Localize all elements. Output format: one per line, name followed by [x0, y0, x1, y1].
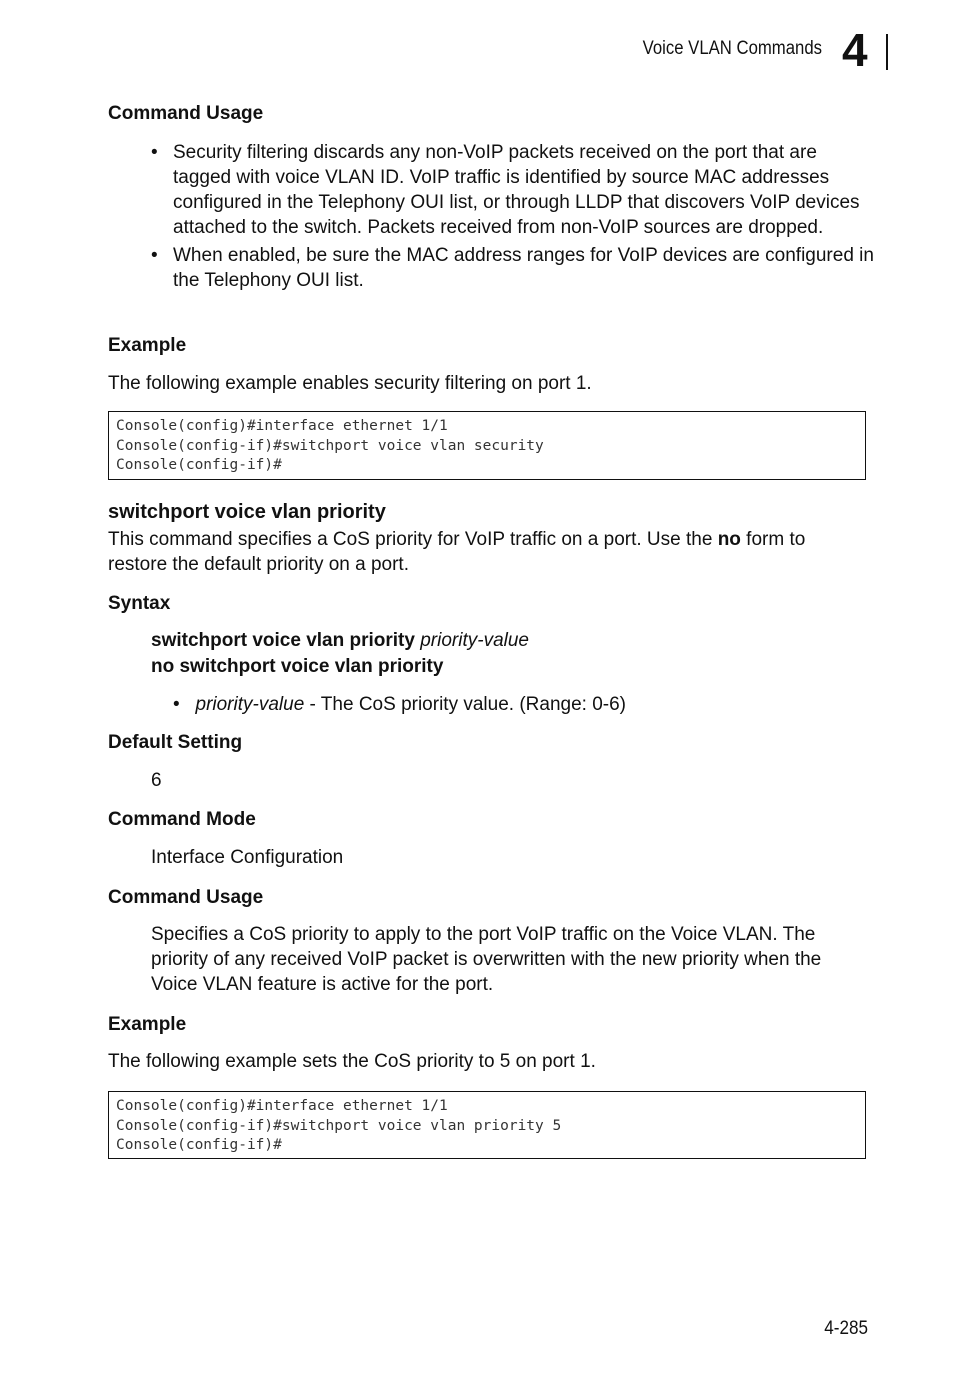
code-block: [108, 411, 866, 480]
command-usage-text: Specifies a CoS priority to apply to the port VoIP traffic on the Voice VLAN. The priority of any received VoIP packet is overwritten with the new priority when the Voice VLAN feature is active for the port.: [151, 924, 822, 995]
command-description: This command specifies a CoS priority for VoIP traffic on a port. Use the no form to restore the default priority on a port.: [108, 529, 806, 575]
example-heading: Example: [108, 335, 187, 356]
command-usage-heading-2: Command Usage: [108, 887, 264, 908]
chapter-divider: [886, 34, 888, 70]
code-line: Console(config-if)#switchport voice vlan security: [116, 437, 544, 454]
example-description-2: The following example sets the CoS priority to 5 on port 1.: [108, 1051, 596, 1072]
default-setting-value: 6: [151, 770, 162, 791]
command-title: switchport voice vlan priority: [108, 501, 386, 523]
command-usage-list: [151, 140, 876, 296]
running-header-title: Voice VLAN Commands: [642, 38, 822, 59]
syntax-heading: Syntax: [108, 593, 171, 614]
code-line: Console(config-if)#: [116, 1137, 282, 1153]
list-item: • When enabled, be sure the MAC address ranges for VoIP devices are configured in the Telephony OUI list.: [151, 245, 874, 291]
example-description: The following example enables security filtering on port 1.: [108, 373, 592, 394]
page-number: 4-285: [824, 1318, 868, 1339]
example-heading-2: Example: [108, 1014, 187, 1035]
parameter-item: • priority-value - The CoS priority value. (Range: 0-6): [173, 694, 626, 715]
command-usage-heading: Command Usage: [108, 103, 264, 124]
code-line: Console(config)#interface ethernet 1/1: [116, 418, 448, 434]
syntax-line: switchport voice vlan priority priority-value: [151, 630, 529, 651]
chapter-number: 4: [842, 24, 868, 76]
code-line: Console(config)#interface ethernet 1/1: [116, 1098, 448, 1114]
bullet-icon: •: [151, 142, 158, 163]
bullet-icon: •: [151, 245, 158, 266]
bullet-icon: •: [173, 694, 180, 715]
list-item: • Security filtering discards any non-VoIP packets received on the port that are tagged with voice VLAN ID. VoIP traffic is identified by source MAC addresses configured in the Telephony OUI list, or through LLDP that discovers VoIP devices attached to the switch. Packets received from non-VoIP sources are dropped.: [151, 142, 860, 238]
code-block-2: [108, 1091, 866, 1159]
code-line: Console(config-if)#switchport voice vlan priority 5: [116, 1117, 562, 1134]
command-mode-value: Interface Configuration: [151, 847, 344, 868]
command-mode-heading: Command Mode: [108, 809, 256, 830]
default-setting-heading: Default Setting: [108, 732, 243, 753]
code-line: Console(config-if)#: [116, 457, 282, 473]
syntax-no-line: no switchport voice vlan priority: [151, 656, 444, 677]
